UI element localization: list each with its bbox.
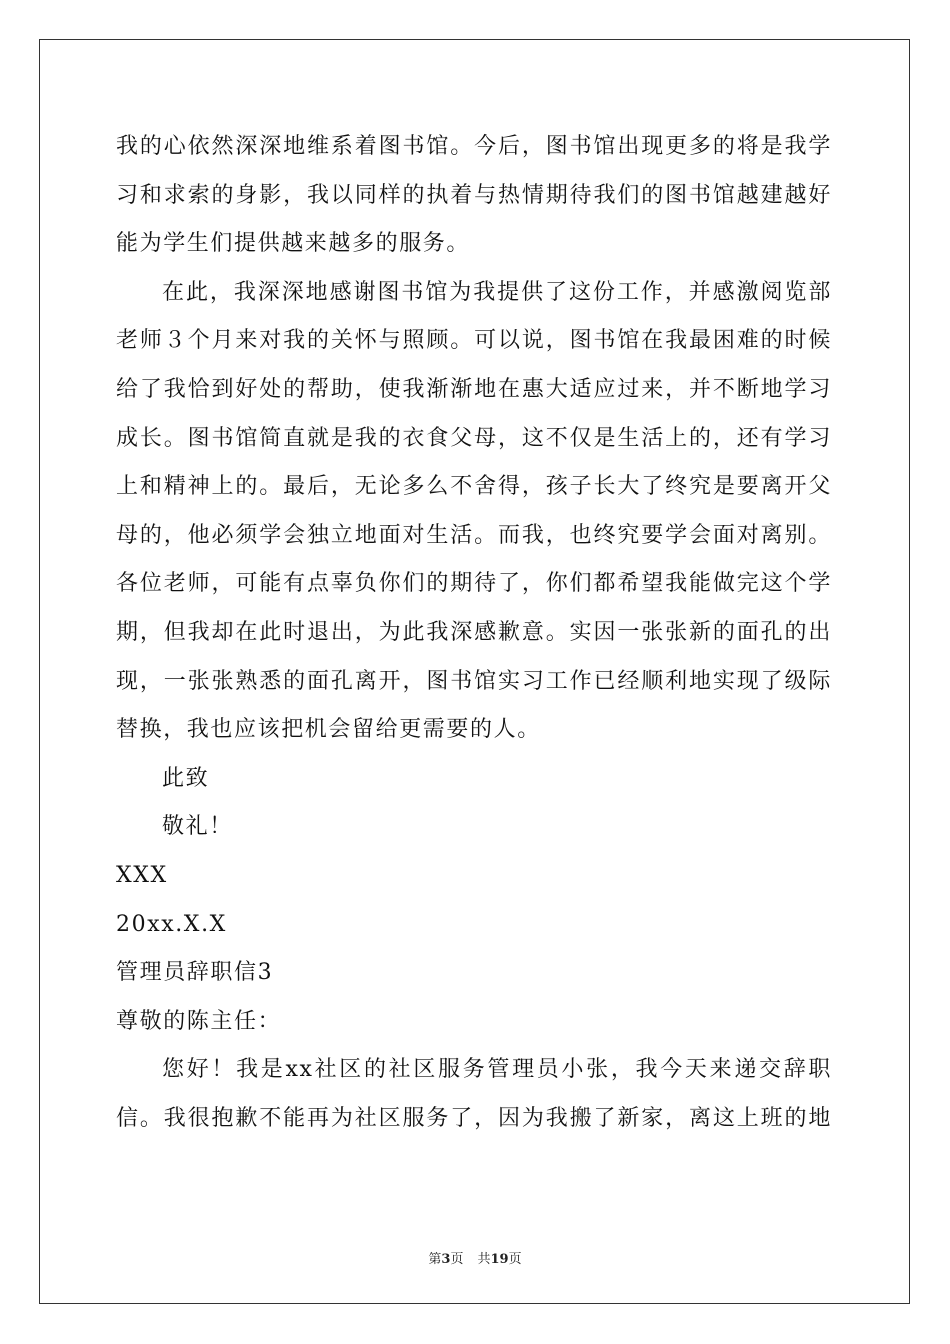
text-line: 我的心依然深深地维系着图书馆。今后，图书馆出现更多的将是我学	[116, 134, 832, 159]
total-page-count: 19	[490, 1252, 509, 1267]
text-line: 上和精神上的。最后，无论多么不舍得，孩子长大了终究是要离开父	[116, 474, 832, 500]
text-line: 信。我很抱歉不能再为社区服务了，因为我搬了新家，离这上班的地	[116, 1105, 832, 1131]
total-prefix: 共	[477, 1252, 491, 1267]
current-page-number: 3	[441, 1252, 451, 1267]
text-line: 现，一张张熟悉的面孔离开，图书馆实习工作已经顺利地实现了级际	[116, 668, 832, 694]
section-title: 管理员辞职信3	[116, 960, 274, 986]
text-line: 替换，我也应该把机会留给更需要的人。	[116, 717, 541, 743]
letter-greeting: 尊敬的陈主任：	[116, 1008, 282, 1034]
document-body	[116, 123, 832, 1143]
text-line: 期，但我却在此时退出，为此我深感歉意。实因一张张新的面孔的出	[116, 619, 832, 645]
page-suffix: 页	[450, 1252, 464, 1267]
paragraph-start-line: 在此，我深深地感谢图书馆为我提供了这份工作，并感激阅览部	[162, 279, 832, 305]
signature-date: 20xx.X.X	[116, 911, 227, 937]
text-line: 母的，他必须学会独立地面对生活。而我，也终究要学会面对离别。	[116, 522, 832, 548]
text-line: 成长。图书馆简直就是我的衣食父母，这不仅是生活上的，还有学习	[116, 425, 832, 451]
paragraph-start-line: 您好！我是xx社区的社区服务管理员小张，我今天来递交辞职	[162, 1057, 832, 1083]
signature-name: XXX	[116, 862, 168, 888]
text-line: 给了我恰到好处的帮助，使我渐渐地在惠大适应过来，并不断地学习	[116, 376, 832, 402]
page-footer	[0, 1248, 950, 1267]
page-prefix: 第	[428, 1252, 442, 1267]
text-line: 各位老师，可能有点辜负你们的期待了，你们都希望我能做完这个学	[116, 571, 832, 597]
closing-regards: 敬礼！	[162, 814, 233, 840]
text-line: 老师３个月来对我的关怀与照顾。可以说，图书馆在我最困难的时候	[116, 328, 832, 354]
text-line: 能为学生们提供越来越多的服务。	[116, 231, 471, 257]
total-suffix: 页	[508, 1252, 522, 1267]
closing-salutation: 此致	[162, 765, 210, 791]
text-line: 习和求索的身影，我以同样的执着与热情期待我们的图书馆越建越好	[116, 182, 832, 208]
